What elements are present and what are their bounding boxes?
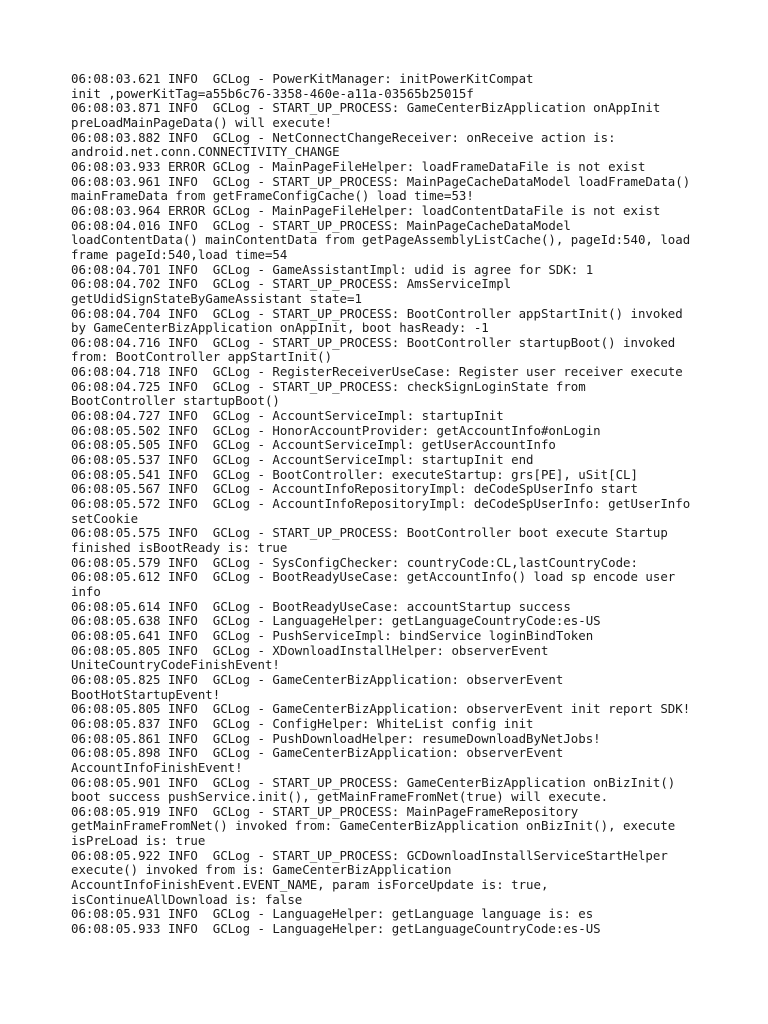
log-line: BootHotStartupEvent!: [71, 686, 221, 702]
log-line: mainFrameData from getFrameConfigCache() load time=53!: [71, 188, 474, 204]
log-line: 06:08:05.614 INFO GCLog - BootReadyUseCase: accountStartup success: [71, 598, 571, 614]
log-line: 06:08:05.537 INFO GCLog - AccountServiceImpl: startupInit end: [71, 452, 534, 468]
log-line: 06:08:05.505 INFO GCLog - AccountServiceImpl: getUserAccountInfo: [71, 437, 556, 453]
log-line: 06:08:05.641 INFO GCLog - PushServiceImpl: bindService loginBindToken: [71, 627, 594, 643]
log-line: boot success pushService.init(), getMainFrameFromNet(true) will execute.: [71, 789, 609, 805]
log-line: 06:08:04.702 INFO GCLog - START_UP_PROCESS: AmsServiceImpl: [71, 276, 512, 292]
log-line: 06:08:05.922 INFO GCLog - START_UP_PROCESS: GCDownloadInstallServiceStartHelper: [71, 847, 668, 863]
log-line: preLoadMainPageData() will execute!: [71, 114, 333, 130]
log-line: isPreLoad is: true: [71, 833, 206, 849]
log-line: 06:08:04.718 INFO GCLog - RegisterReceiverUseCase: Register user receiver execute: [71, 364, 683, 380]
log-line: 06:08:04.727 INFO GCLog - AccountServiceImpl: startupInit: [71, 408, 504, 424]
log-line: 06:08:05.575 INFO GCLog - START_UP_PROCESS: BootController boot execute Startup: [71, 525, 668, 541]
log-line: AccountInfoFinishEvent.EVENT_NAME, param isForceUpdate is: true,: [71, 877, 549, 893]
log-line: AccountInfoFinishEvent!: [71, 759, 243, 775]
log-line: by GameCenterBizApplication onAppInit, boot hasReady: -1: [71, 320, 489, 336]
log-line: loadContentData() mainContentData from getPageAssemblyListCache(), pageId:540, load: [71, 232, 691, 248]
log-line: 06:08:05.572 INFO GCLog - AccountInfoRepositoryImpl: deCodeSpUserInfo: getUserInfo: [71, 496, 691, 512]
log-line: UniteCountryCodeFinishEvent!: [71, 657, 280, 673]
log-line: 06:08:04.701 INFO GCLog - GameAssistantImpl: udid is agree for SDK: 1: [71, 261, 594, 277]
log-line: getUdidSignStateByGameAssistant state=1: [71, 290, 362, 306]
log-line: finished isBootReady is: true: [71, 540, 288, 555]
log-line: 06:08:03.621 INFO GCLog - PowerKitManager: initPowerKitCompat: [71, 71, 534, 86]
log-line: 06:08:05.861 INFO GCLog - PushDownloadHelper: resumeDownloadByNetJobs!: [71, 730, 601, 746]
log-line: isContinueAllDownload is: false: [71, 891, 303, 907]
log-line: 06:08:05.898 INFO GCLog - GameCenterBizApplication: observerEvent: [71, 745, 564, 761]
log-line: from: BootController appStartInit(): [71, 349, 333, 365]
log-line: execute() invoked from is: GameCenterBizApplication: [71, 862, 452, 878]
log-line: 06:08:05.931 INFO GCLog - LanguageHelper: getLanguage language is: es: [71, 906, 594, 922]
log-line: 06:08:03.933 ERROR GCLog - MainPageFileHelper: loadFrameDataFile is not exist: [71, 158, 646, 174]
log-line: 06:08:05.579 INFO GCLog - SysConfigChecker: countryCode:CL,lastCountryCode:: [71, 554, 638, 570]
log-line: setCookie: [71, 510, 139, 526]
log-line: 06:08:05.502 INFO GCLog - HonorAccountProvider: getAccountInfo#onLogin: [71, 422, 601, 438]
log-line: 06:08:04.704 INFO GCLog - START_UP_PROCESS: BootController appStartInit() invoked: [71, 305, 683, 321]
log-line: info: [71, 583, 101, 599]
log-line: 06:08:05.638 INFO GCLog - LanguageHelper: getLanguageCountryCode:es-US: [71, 613, 601, 629]
log-line: 06:08:03.961 INFO GCLog - START_UP_PROCESS: MainPageCacheDataModel loadFrameData(): [71, 173, 691, 189]
log-line: 06:08:04.716 INFO GCLog - START_UP_PROCESS: BootController startupBoot() invoked: [71, 334, 676, 350]
log-line: 06:08:04.016 INFO GCLog - START_UP_PROCESS: MainPageCacheDataModel: [71, 217, 571, 233]
log-line: 06:08:05.567 INFO GCLog - AccountInfoRepositoryImpl: deCodeSpUserInfo start: [71, 481, 638, 497]
log-line: 06:08:05.901 INFO GCLog - START_UP_PROCESS: GameCenterBizApplication onBizInit(): [71, 774, 676, 790]
log-line: 06:08:03.882 INFO GCLog - NetConnectChangeReceiver: onReceive action is:: [71, 129, 616, 145]
log-line: 06:08:03.871 INFO GCLog - START_UP_PROCESS: GameCenterBizApplication onAppInit: [71, 100, 661, 116]
log-line: 06:08:05.919 INFO GCLog - START_UP_PROCESS: MainPageFrameRepository: [71, 803, 579, 819]
log-line: 06:08:04.725 INFO GCLog - START_UP_PROCESS: checkSignLoginState from: [71, 378, 586, 394]
log-line: 06:08:05.805 INFO GCLog - GameCenterBizApplication: observerEvent init report SDK!: [71, 701, 691, 717]
log-line: init ,powerKitTag=a55b6c76-3358-460e-a11a-03565b25015f: [71, 85, 474, 101]
log-line: 06:08:03.964 ERROR GCLog - MainPageFileHelper: loadContentDataFile is not exist: [71, 202, 661, 218]
log-line: 06:08:05.612 INFO GCLog - BootReadyUseCase: getAccountInfo() load sp encode user: [71, 569, 676, 585]
log-line: 06:08:05.825 INFO GCLog - GameCenterBizApplication: observerEvent: [71, 671, 564, 687]
log-line: 06:08:05.805 INFO GCLog - XDownloadInstallHelper: observerEvent: [71, 642, 549, 658]
log-line: 06:08:05.541 INFO GCLog - BootController: executeStartup: grs[PE], uSit[CL]: [71, 466, 638, 482]
log-line: android.net.conn.CONNECTIVITY_CHANGE: [71, 144, 340, 160]
log-line: 06:08:05.933 INFO GCLog - LanguageHelper: getLanguageCountryCode:es-US: [71, 921, 601, 937]
log-line: getMainFrameFromNet() invoked from: GameCenterBizApplication onBizInit(), execute: [71, 818, 676, 834]
log-line: 06:08:05.837 INFO GCLog - ConfigHelper: WhiteList config init: [71, 715, 534, 731]
log-line: frame pageId:540,load time=54: [71, 246, 288, 262]
log-text-block: [71, 72, 711, 937]
log-line: BootController startupBoot(): [71, 393, 280, 409]
